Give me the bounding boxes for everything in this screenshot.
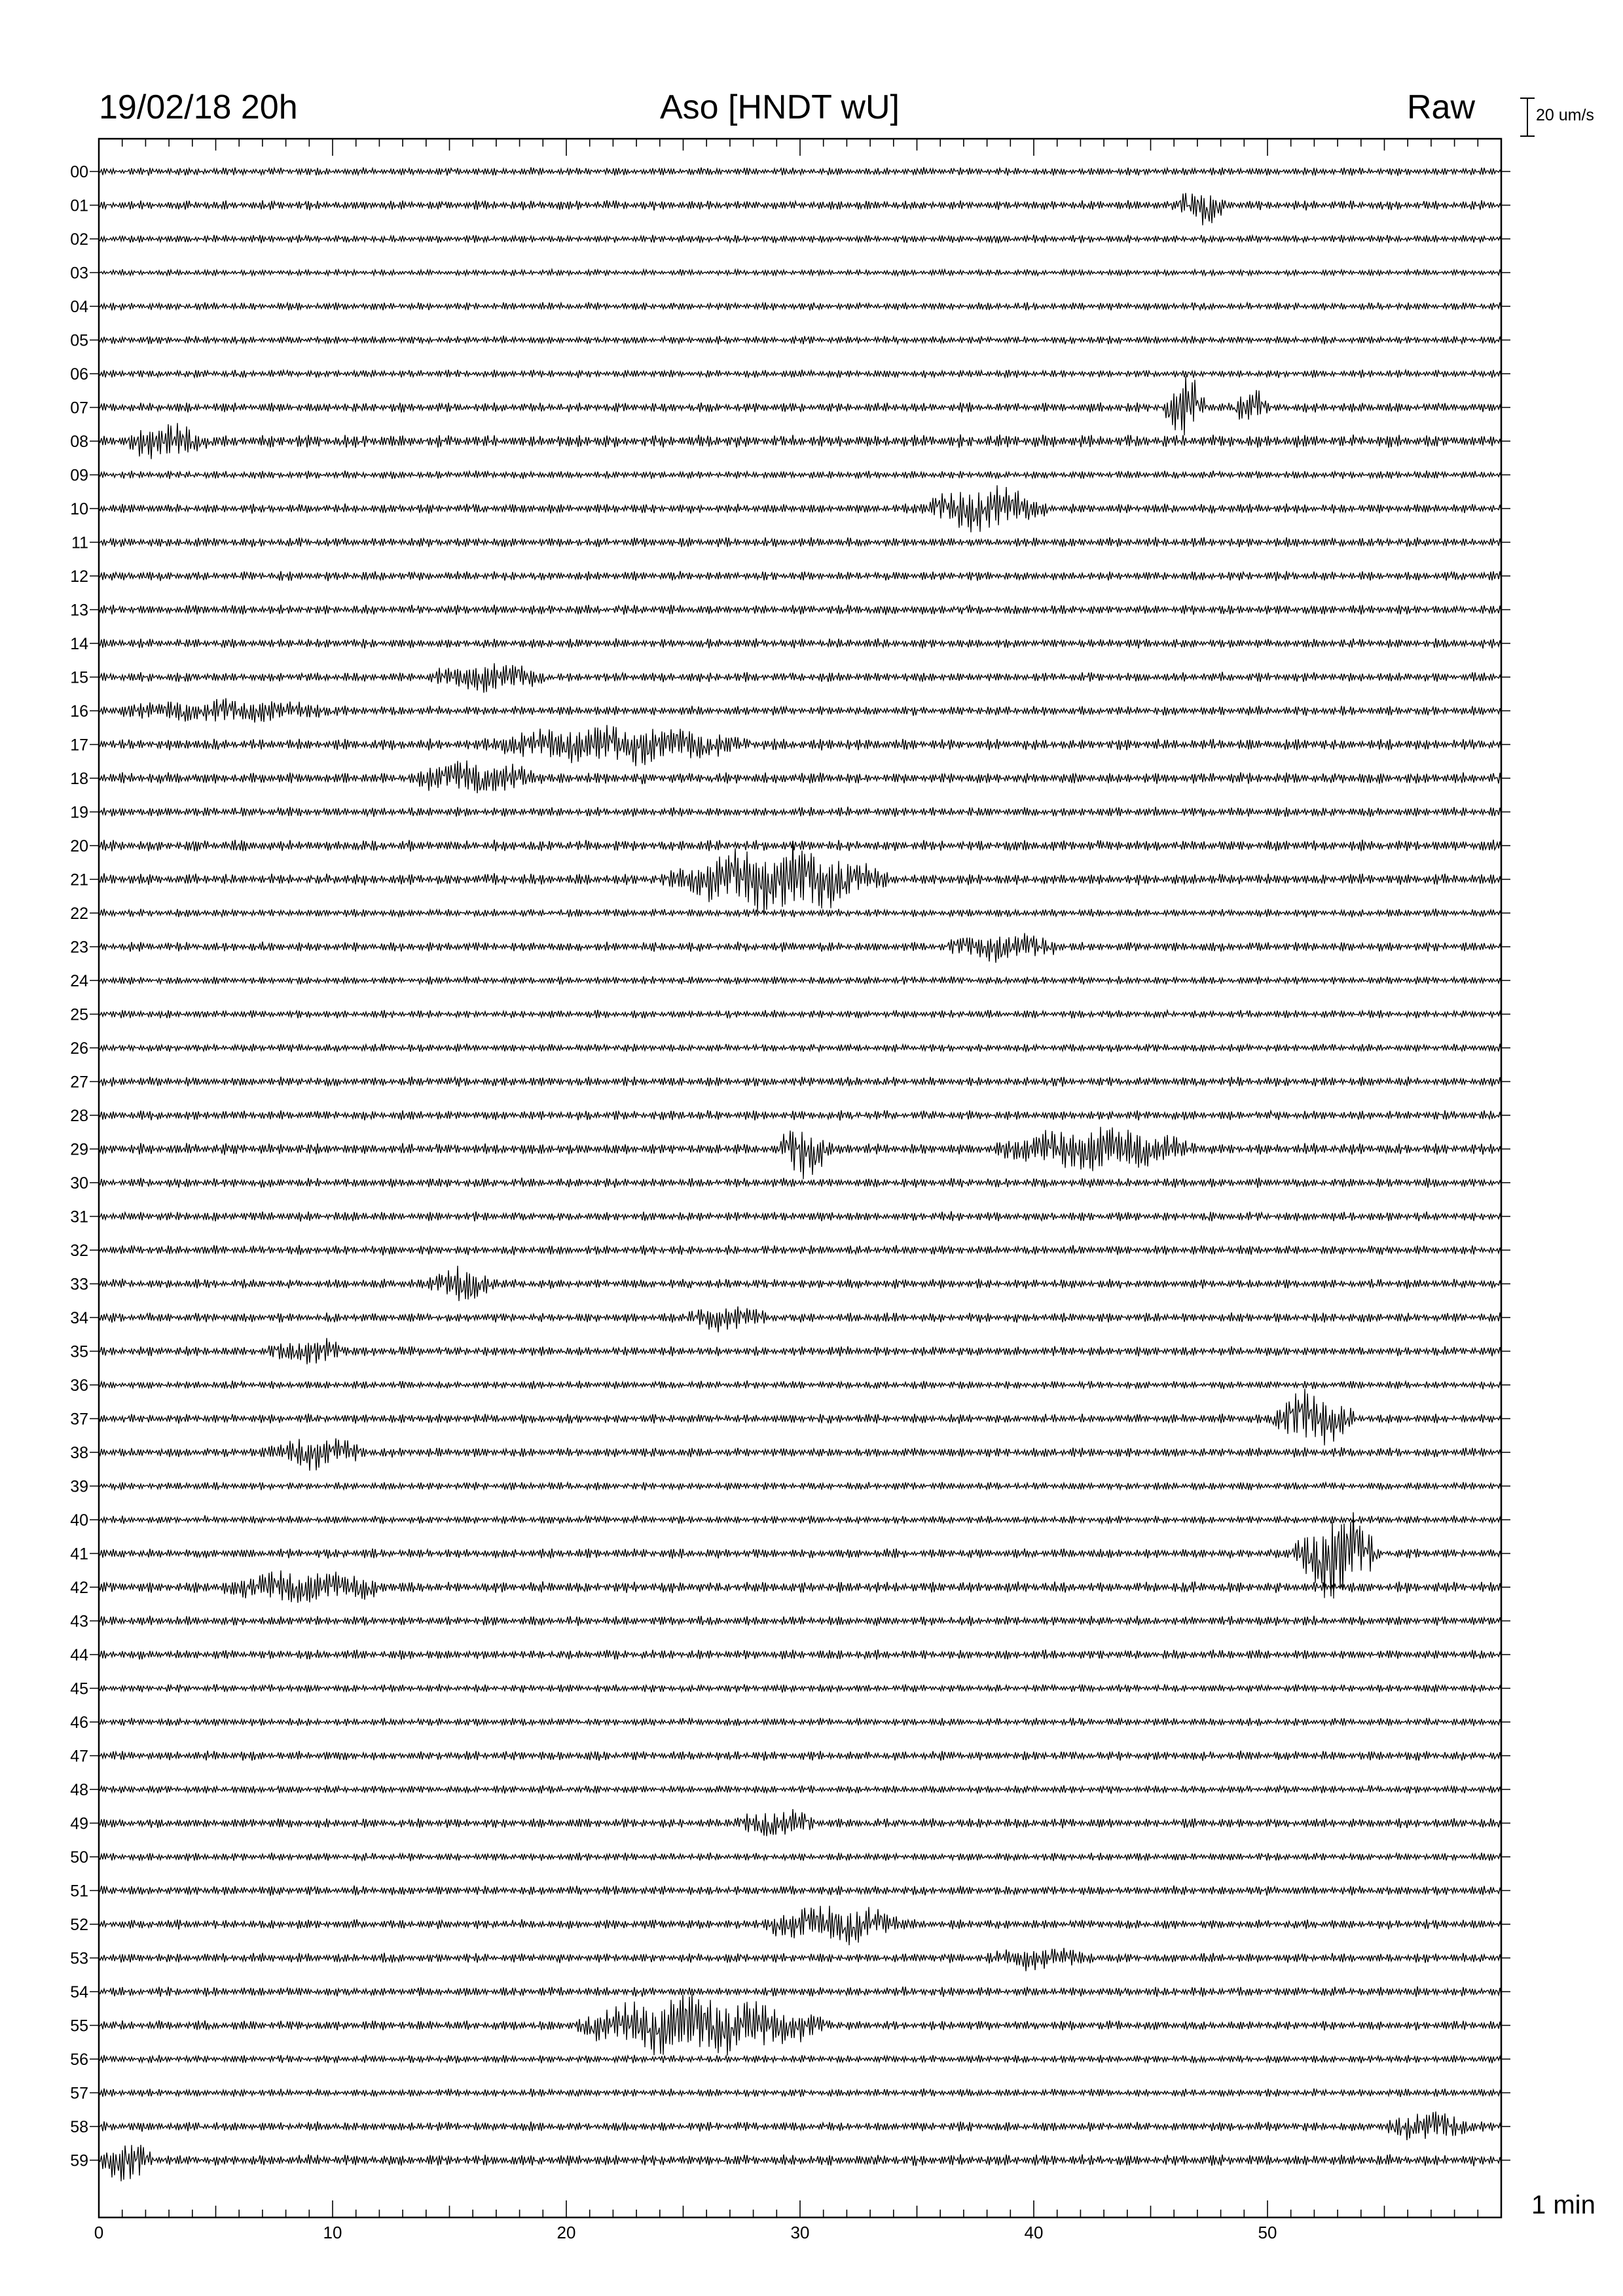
trace-line (99, 1853, 1501, 1861)
row-label: 03 (70, 264, 88, 283)
row-label: 21 (70, 870, 88, 889)
x-tick-label: 50 (1258, 2223, 1277, 2242)
trace-line (99, 370, 1501, 378)
row-label: 00 (70, 163, 88, 181)
row-label: 23 (70, 938, 88, 957)
row-label: 18 (70, 770, 88, 788)
trace-line (99, 1809, 1501, 1836)
time-unit-label: 1 min (1531, 2191, 1596, 2219)
row-label: 27 (70, 1073, 88, 1092)
row-label: 44 (70, 1646, 88, 1664)
trace-line (99, 908, 1501, 917)
trace-line (99, 1177, 1501, 1188)
trace-line (99, 423, 1501, 459)
row-label: 54 (70, 1983, 88, 2001)
row-label: 07 (70, 399, 88, 418)
row-label: 20 (70, 837, 88, 855)
row-label: 28 (70, 1107, 88, 1125)
top-minute-ticks (99, 139, 1501, 156)
trace-line (99, 1482, 1501, 1490)
trace-line (99, 269, 1501, 276)
trace-line (99, 1570, 1501, 1603)
row-label: 55 (70, 2017, 88, 2036)
trace-line (99, 1515, 1501, 1524)
row-label: 35 (70, 1342, 88, 1361)
x-tick-label: 40 (1024, 2223, 1044, 2242)
row-label: 30 (70, 1174, 88, 1193)
seismic-traces (99, 167, 1501, 2181)
row-label: 19 (70, 803, 88, 822)
trace-line (99, 1994, 1501, 2056)
row-label: 25 (70, 1005, 88, 1024)
row-label: 36 (70, 1376, 88, 1395)
row-label: 37 (70, 1410, 88, 1429)
row-label: 17 (70, 736, 88, 755)
amplitude-scale-label: 20 um/s (1536, 106, 1594, 124)
row-label: 59 (70, 2151, 88, 2170)
station-title: Aso [HNDT wU] (660, 88, 900, 126)
trace-line (99, 193, 1501, 225)
row-label: 48 (70, 1781, 88, 1799)
trace-line (99, 638, 1501, 649)
trace-line (99, 1044, 1501, 1052)
trace-line (99, 1886, 1501, 1896)
row-label: 51 (70, 1882, 88, 1901)
plot-frame (99, 139, 1501, 2217)
trace-line (99, 761, 1501, 793)
trace-line (99, 571, 1501, 581)
trace-line (99, 605, 1501, 615)
row-hour-labels (70, 163, 1510, 2170)
row-label: 08 (70, 433, 88, 451)
row-label: 52 (70, 1916, 88, 1934)
trace-line (99, 1380, 1501, 1389)
trace-line (99, 1649, 1501, 1660)
trace-line (99, 663, 1501, 692)
row-label: 41 (70, 1545, 88, 1564)
trace-line (99, 167, 1501, 175)
trace-line (99, 933, 1501, 963)
x-tick-label: 30 (790, 2223, 810, 2242)
trace-line (99, 302, 1501, 311)
x-tick-label: 0 (94, 2223, 104, 2242)
row-label: 06 (70, 365, 88, 384)
row-label: 02 (70, 230, 88, 249)
row-label: 43 (70, 1612, 88, 1631)
trace-line (99, 1245, 1501, 1255)
trace-line (99, 1616, 1501, 1626)
trace-line (99, 1718, 1501, 1727)
row-label: 14 (70, 635, 88, 653)
trace-line (99, 1211, 1501, 1222)
amplitude-scale-bar (1520, 98, 1535, 136)
trace-line (99, 336, 1501, 344)
row-label: 56 (70, 2051, 88, 2069)
row-label: 22 (70, 905, 88, 923)
row-label: 53 (70, 1949, 88, 1968)
date-hour-label: 19/02/18 20h (99, 88, 298, 126)
row-label: 58 (70, 2118, 88, 2136)
trace-line (99, 1684, 1501, 1693)
trace-line (99, 1785, 1501, 1794)
row-label: 01 (70, 196, 88, 215)
row-label: 46 (70, 1713, 88, 1732)
trace-line (99, 1751, 1501, 1761)
trace-line (99, 235, 1501, 243)
row-label: 40 (70, 1511, 88, 1530)
trace-line (99, 976, 1501, 984)
row-label: 16 (70, 702, 88, 721)
trace-line (99, 2145, 1501, 2181)
trace-line (99, 840, 1501, 852)
row-label: 31 (70, 1208, 88, 1227)
row-label: 09 (70, 466, 88, 485)
mode-label: Raw (1406, 88, 1475, 126)
row-label: 05 (70, 331, 88, 350)
trace-line (99, 698, 1501, 723)
trace-line (99, 1010, 1501, 1018)
trace-line (99, 725, 1501, 766)
row-label: 38 (70, 1444, 88, 1462)
trace-line (99, 1338, 1501, 1364)
row-label: 26 (70, 1039, 88, 1058)
row-label: 47 (70, 1747, 88, 1766)
x-tick-label: 10 (323, 2223, 342, 2242)
row-label: 13 (70, 601, 88, 620)
trace-line (99, 1906, 1501, 1945)
x-tick-label: 20 (556, 2223, 576, 2242)
row-label: 39 (70, 1477, 88, 1496)
trace-line (99, 1306, 1501, 1333)
row-label: 34 (70, 1309, 88, 1327)
row-label: 15 (70, 668, 88, 687)
row-label: 49 (70, 1814, 88, 1833)
row-label: 32 (70, 1242, 88, 1260)
trace-line (99, 1266, 1501, 1301)
trace-line (99, 1948, 1501, 1971)
x-tick-labels (94, 2223, 1277, 2242)
trace-line (99, 841, 1501, 913)
trace-line (99, 376, 1501, 435)
row-label: 04 (70, 298, 88, 316)
row-label: 10 (70, 500, 88, 518)
trace-line (99, 1110, 1501, 1121)
trace-line (99, 1986, 1501, 1997)
row-label: 45 (70, 1679, 88, 1698)
trace-line (99, 1439, 1501, 1471)
trace-line (99, 485, 1501, 532)
row-label: 24 (70, 972, 88, 990)
trace-line (99, 807, 1501, 817)
row-label: 29 (70, 1140, 88, 1159)
trace-line (99, 1077, 1501, 1087)
trace-line (99, 2089, 1501, 2097)
trace-line (99, 1389, 1501, 1446)
trace-line (99, 1127, 1501, 1179)
bottom-minute-ticks (99, 2200, 1501, 2217)
row-label: 42 (70, 1579, 88, 1597)
trace-line (99, 2111, 1501, 2140)
row-label: 33 (70, 1275, 88, 1294)
trace-line (99, 2055, 1501, 2064)
row-label: 12 (70, 567, 88, 586)
row-label: 57 (70, 2084, 88, 2103)
row-label: 50 (70, 1848, 88, 1867)
trace-line (99, 471, 1501, 479)
trace-line (99, 537, 1501, 548)
row-label: 11 (71, 533, 88, 552)
